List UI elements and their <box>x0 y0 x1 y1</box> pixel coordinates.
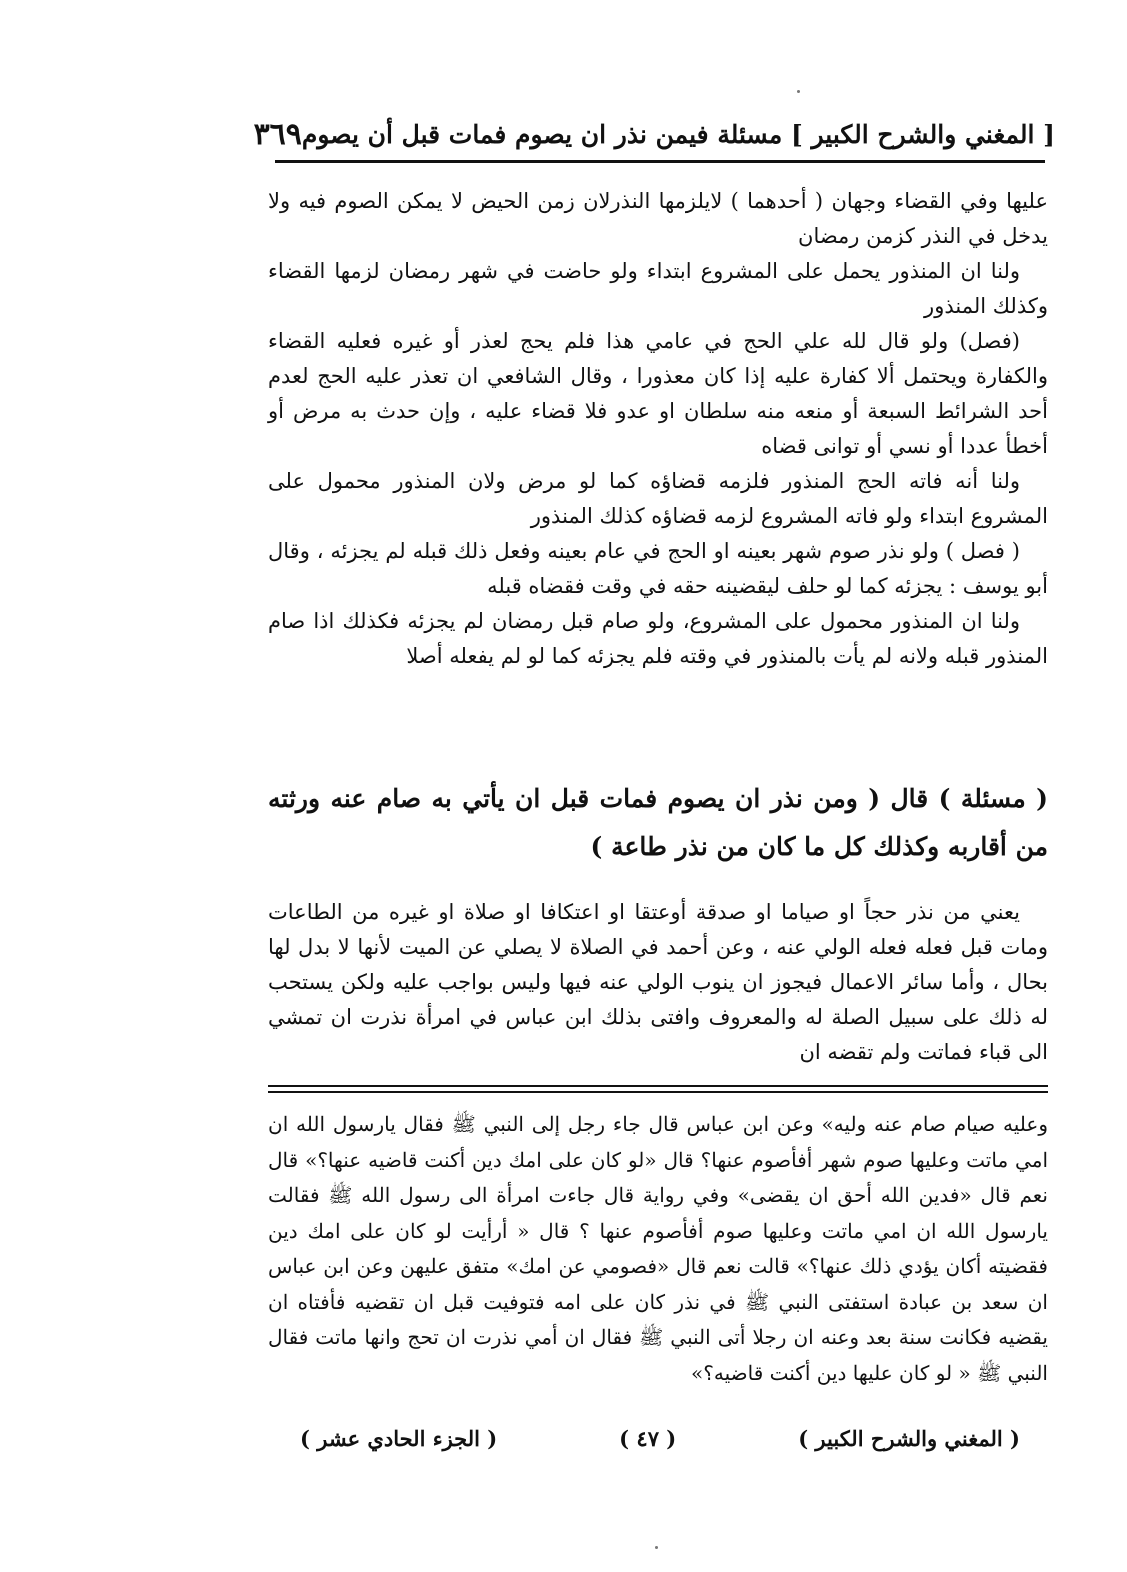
footer-volume: ( الجزء الحادي عشر ) <box>300 1425 498 1451</box>
paragraph: ولنا أنه فاته الحج المنذور فلزمه قضاؤه كما لو مرض ولان المنذور محمول على المشروع ابتداء ولو فاته المشروع لزمه قضاؤه كذلك المنذور <box>268 469 1048 528</box>
footer-signature-number: ( ٤٧ ) <box>619 1425 677 1451</box>
footnotes: وعليه صيام صام عنه وليه» وعن ابن عباس قال جاء رجل إلى النبي ﷺ فقال يارسول الله ان امي ماتت وعليها صوم شهر أفأصوم عنها؟ قال «لو كان على امك دين أكنت قاضيه عنها؟» قال نعم قال «فدين الله أحق ان يقضى» وفي رواية قال جاءت امرأة الى رسول الله ﷺ فقالت يارسول الله ان امي ماتت وعليها صوم أفأصوم عنها ؟ قال « أرأيت لو كان على امك دين فقضيته أكان يؤدي ذلك عنها؟» قالت نعم قال «فصومي عن امك» متفق عليهن وعن ابن عباس ان سعد بن عبادة استفتى النبي ﷺ في نذر كان على امه فتوفيت قبل ان تقضيه فأفتاه ان يقضيه فكانت سنة بعد وعنه ان رجلا أتى النبي ﷺ فقال ان أمي نذرت ان تحج وانها ماتت فقال النبي ﷺ « لو كان عليها دين أكنت قاضيه؟» <box>268 1112 1048 1385</box>
paragraph: ( فصل ) ولو نذر صوم شهر بعينه او الحج في عام بعينه وفعل ذلك قبله لم يجزئه ، وقال أبو يوسف : يجزئه كما لو حلف ليقضينه حقه في وقت فقضاه قبله <box>268 539 1048 598</box>
header-rule <box>275 160 1045 163</box>
footnote-rule-top <box>268 1085 1048 1087</box>
scan-speck <box>655 1546 658 1549</box>
header-title: [ المغني والشرح الكبير ] مسئلة فيمن نذر ان يصوم فمات قبل أن يصوم <box>301 119 1055 149</box>
page-number: ٣٦٩ <box>253 116 302 152</box>
paragraph: ولنا ان المنذور محمول على المشروع، ولو صام قبل رمضان لم يجزئه فكذلك اذا صام المنذور قبله ولانه لم يأت بالمنذور في وقته فلم يجزئه كما لو لم يفعله أصلا <box>268 609 1048 668</box>
footer-book-title: ( المغني والشرح الكبير ) <box>798 1425 1020 1451</box>
scan-speck <box>797 90 800 93</box>
paragraph: ولنا ان المنذور يحمل على المشروع ابتداء ولو حاضت في شهر رمضان لزمها القضاء وكذلك المنذور <box>268 259 1048 318</box>
running-header <box>253 112 1055 156</box>
paragraph: (فصل) ولو قال لله علي الحج في عامي هذا فلم يحج لعذر أو غيره فعليه القضاء والكفارة ويحتمل ألا كفارة عليه إذا كان معذورا ، وقال الشافعي ان تعذر عليه الحج لعدم أحد الشرائط السبعة أو منعه منه سلطان او عدو فلا قضاء عليه ، وإن حدث به مرض أو أخطأ عددا أو نسي أو توانى قضاه <box>268 329 1048 458</box>
main-text-top <box>268 184 1048 674</box>
page-footer <box>300 1418 1020 1458</box>
footnote-rule-bottom <box>268 1091 1048 1093</box>
main-text-bottom <box>268 895 1048 1070</box>
paragraph: عليها وفي القضاء وجهان ( أحدهما ) لايلزمها النذرلان زمن الحيض لا يمكن الصوم فيه ولا يدخل في النذر كزمن رمضان <box>268 189 1048 248</box>
paragraph: يعني من نذر حجاً او صياما او صدقة أوعتقا او اعتكافا او صلاة او غيره من الطاعات ومات قبل فعله فعله الولي عنه ، وعن أحمد في الصلاة لا يصلي عن الميت لأنها لا بدل لها بحال ، وأما سائر الاعمال فيجوز ان ينوب الولي عنه فيها وليس بواجب عليه ولكن يستحب له ذلك على سبيل الصلة له والمعروف وافتى بذلك ابن عباس في امرأة نذرت ان تمشي الى قباء فماتت ولم تقضه ان <box>268 900 1048 1064</box>
section-heading: ( مسئلة ) قال ( ومن نذر ان يصوم فمات قبل ان يأتي به صام عنه ورثته من أقاربه وكذلك كل ما كان من نذر طاعة ) <box>268 784 1048 861</box>
